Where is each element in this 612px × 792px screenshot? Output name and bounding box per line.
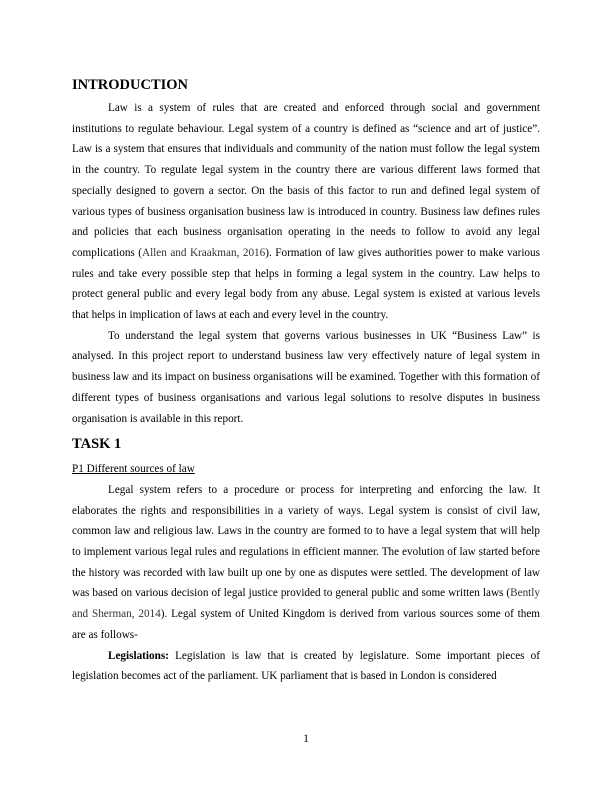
introduction-paragraph-1-text-b: ). Formation of law gives authorities power to make various rules and take every possible step that helps in forming a legal system in the country. Law helps to protect general public and every legal body from any abuse. Legal system is existed at various levels that helps in implication of laws at each and every level in the country. (72, 246, 540, 322)
task-1-paragraph-1 (72, 480, 540, 646)
task-1-paragraph-1-text-b: ). Legal system of United Kingdom is derived from various sources some of them are as follows- (72, 608, 540, 641)
task-1-paragraph-1-text-a: Legal system refers to a procedure or process for interpreting and enforcing the law. It elaborates the rights and responsibilities in a variety of ways. Legal system is consist of civil law, common law and religious law. Laws in the country are formed to to have a legal system that will help to implement various legal rules and regulations in efficient manner. The evolution of law started before the history was recorded with law built up one by one as disputes were settled. The development of law was based on various decision of legal justice provided to general public and some written laws ( (72, 483, 540, 600)
citation-bently-sherman: Bently and Sherman, 2014 (72, 587, 540, 621)
task-1-heading: TASK 1 (72, 436, 122, 453)
introduction-heading: INTRODUCTION (72, 77, 189, 93)
task-1-paragraph-2 (72, 646, 540, 687)
citation-allen-kraakman: Allen and Kraakman, 2016 (141, 246, 266, 259)
introduction-paragraph-2: To understand the legal system that governs various businesses in UK “Business Law” is analysed. In this project report to understand business law very effectively nature of legal system in business law and its impact on business organisations will be examined. Together with this formation of different types of business organisations and various legal solutions to resolve disputes in business organisation is available in this report. (72, 329, 540, 425)
introduction-paragraph-1 (72, 98, 540, 326)
legislations-text: Legislation is law that is created by legislature. Some important pieces of legislation becomes act of the parliament. UK parliament that is based in London is considered (72, 649, 540, 683)
introduction-paragraph-1-text-a: Law is a system of rules that are created and enforced through social and government institutions to regulate behaviour. Legal system of a country is defined as “science and art of justice”. Law is a system that ensures that individuals and community of the nation must follow the legal system in the country. To regulate legal system in the country there are various different laws formed that specially designed to govern a sector. On the basis of this factor to run and defined legal system of various types of business organisation business law is introduced in country. Business law defines rules and policies that each business organisation operating in the needs to follow to avoid any legal complications ( (72, 102, 540, 259)
legislations-term: Legislations: (108, 649, 169, 662)
page-number: 1 (303, 733, 309, 745)
task-1-subheading: P1 Different sources of law (72, 463, 195, 476)
page-content (72, 76, 540, 687)
